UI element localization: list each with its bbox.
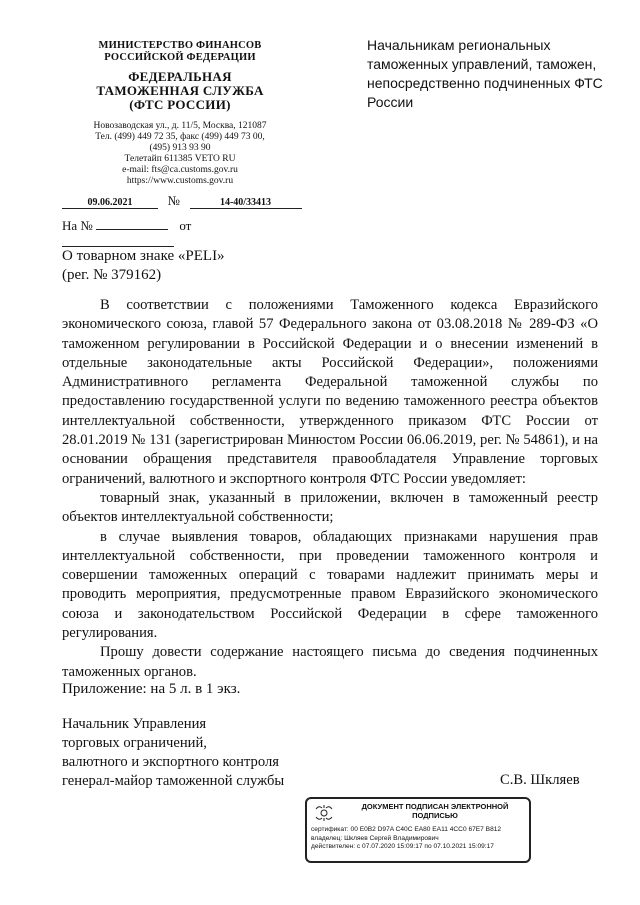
- signer-line-1: Начальник Управления: [62, 716, 207, 732]
- signer-line-4: генерал-майор таможенной службы: [62, 773, 285, 789]
- contacts: [60, 121, 300, 187]
- signer-name: С.В. Шкляев: [500, 772, 580, 788]
- signer-title: [62, 715, 362, 791]
- body-paragraph-3: в случае выявления товаров, обладающих признаками нарушения прав интеллектуальной собственности, при проведении таможенного контроля и совершении таможенных операций с товарами надлежит принимать меры и проводить мероприятия, предусмотренные правом Евразийского экономического союза и законодательством Российской Федерации в сфере таможенного регулирования.: [62, 528, 598, 642]
- stamp-validity: действителен: с 07.07.2020 15:09:17 по 07.10.2021 15:09:17: [311, 843, 494, 851]
- address: Новозаводская ул., д. 11/5, Москва, 121087: [93, 121, 267, 131]
- subject-line-1: О товарном знаке «PELI»: [62, 248, 225, 264]
- registration-line: [62, 193, 302, 209]
- emblem-icon: [313, 803, 335, 823]
- ministry-line-1: МИНИСТЕРСТВО ФИНАНСОВ: [98, 40, 262, 51]
- recipient: Начальникам региональных таможенных управлений, таможен, непосредственно подчиненных ФТС России: [367, 37, 603, 110]
- subject: [62, 247, 382, 285]
- website: https://www.customs.gov.ru: [126, 176, 234, 186]
- ministry-line-2: РОССИЙСКОЙ ФЕДЕРАЦИИ: [104, 52, 256, 63]
- stamp-owner: владелец: Шкляев Сергей Владимирович: [311, 834, 439, 842]
- service-line-1: ФЕДЕРАЛЬНАЯ: [128, 69, 232, 84]
- reply-date-blank: [62, 234, 174, 247]
- phone: Тел. (499) 449 72 35, факс (499) 449 73 00,: [95, 132, 265, 142]
- stamp-certificate: сертификат: 00 E0B2 D97A C40C EA80 EA11 4CC0 67E7 B812: [311, 826, 502, 833]
- stamp-title-line-2: ПОДПИСЬЮ: [412, 811, 458, 820]
- email: e-mail: fts@ca.customs.gov.ru: [122, 165, 238, 175]
- letter-body: [62, 296, 598, 682]
- stamp-title: [343, 802, 527, 820]
- service-line-3: (ФТС РОССИИ): [129, 97, 231, 112]
- letterhead: [60, 40, 300, 187]
- teletype: Телетайп 611385 VETO RU: [124, 154, 236, 164]
- stamp-details: [311, 826, 527, 852]
- reply-number-blank: [96, 217, 168, 230]
- ministry-name: [60, 40, 300, 64]
- phone-2: (495) 913 93 90: [149, 143, 211, 153]
- subject-line-2: (рег. № 379162): [62, 267, 162, 283]
- registration-date: 09.06.2021: [62, 197, 158, 209]
- from-label: от: [179, 218, 192, 233]
- body-paragraph-2: товарный знак, указанный в приложении, включен в таможенный реестр объектов интеллектуальной собственности;: [62, 489, 598, 526]
- reply-line: [62, 217, 302, 251]
- signer-line-3: валютного и экспортного контроля: [62, 754, 279, 770]
- signer-line-2: торговых ограничений,: [62, 735, 207, 751]
- stamp-title-line-1: ДОКУМЕНТ ПОДПИСАН ЭЛЕКТРОННОЙ: [361, 802, 509, 811]
- service-line-2: ТАМОЖЕННАЯ СЛУЖБА: [96, 83, 264, 98]
- body-paragraph-4: Прошу довести содержание настоящего письма до сведения подчиненных таможенных органов.: [62, 644, 598, 680]
- reply-label: На №: [62, 218, 93, 233]
- registration-number: 14-40/33413: [190, 197, 302, 209]
- service-name: [60, 70, 300, 112]
- number-label: №: [167, 193, 180, 208]
- appendix: Приложение: на 5 л. в 1 экз.: [62, 681, 241, 697]
- body-paragraph-1: В соответствии с положениями Таможенного кодекса Евразийского экономического союза, главой 57 Федерального закона от 03.08.2018 № 289-ФЗ «О таможенном регулировании в Российской Федерации и о внесении изменений в отдельные законодательные акты Российской Федерации», положениями Административного регламента Федеральной таможенной службы по предоставлению государственной услуги по ведению таможенного реестра объектов интеллектуальной собственности, утвержденного приказом ФТС России от 28.01.2019 № 131 (зарегистрирован Минюстом России 06.06.2019, рег. № 54861), и на основании обращения представителя правообладателя Управление торговых ограничений, валютного и экспортного контроля ФТС России уведомляет:: [62, 297, 598, 487]
- electronic-signature-stamp: [305, 797, 531, 863]
